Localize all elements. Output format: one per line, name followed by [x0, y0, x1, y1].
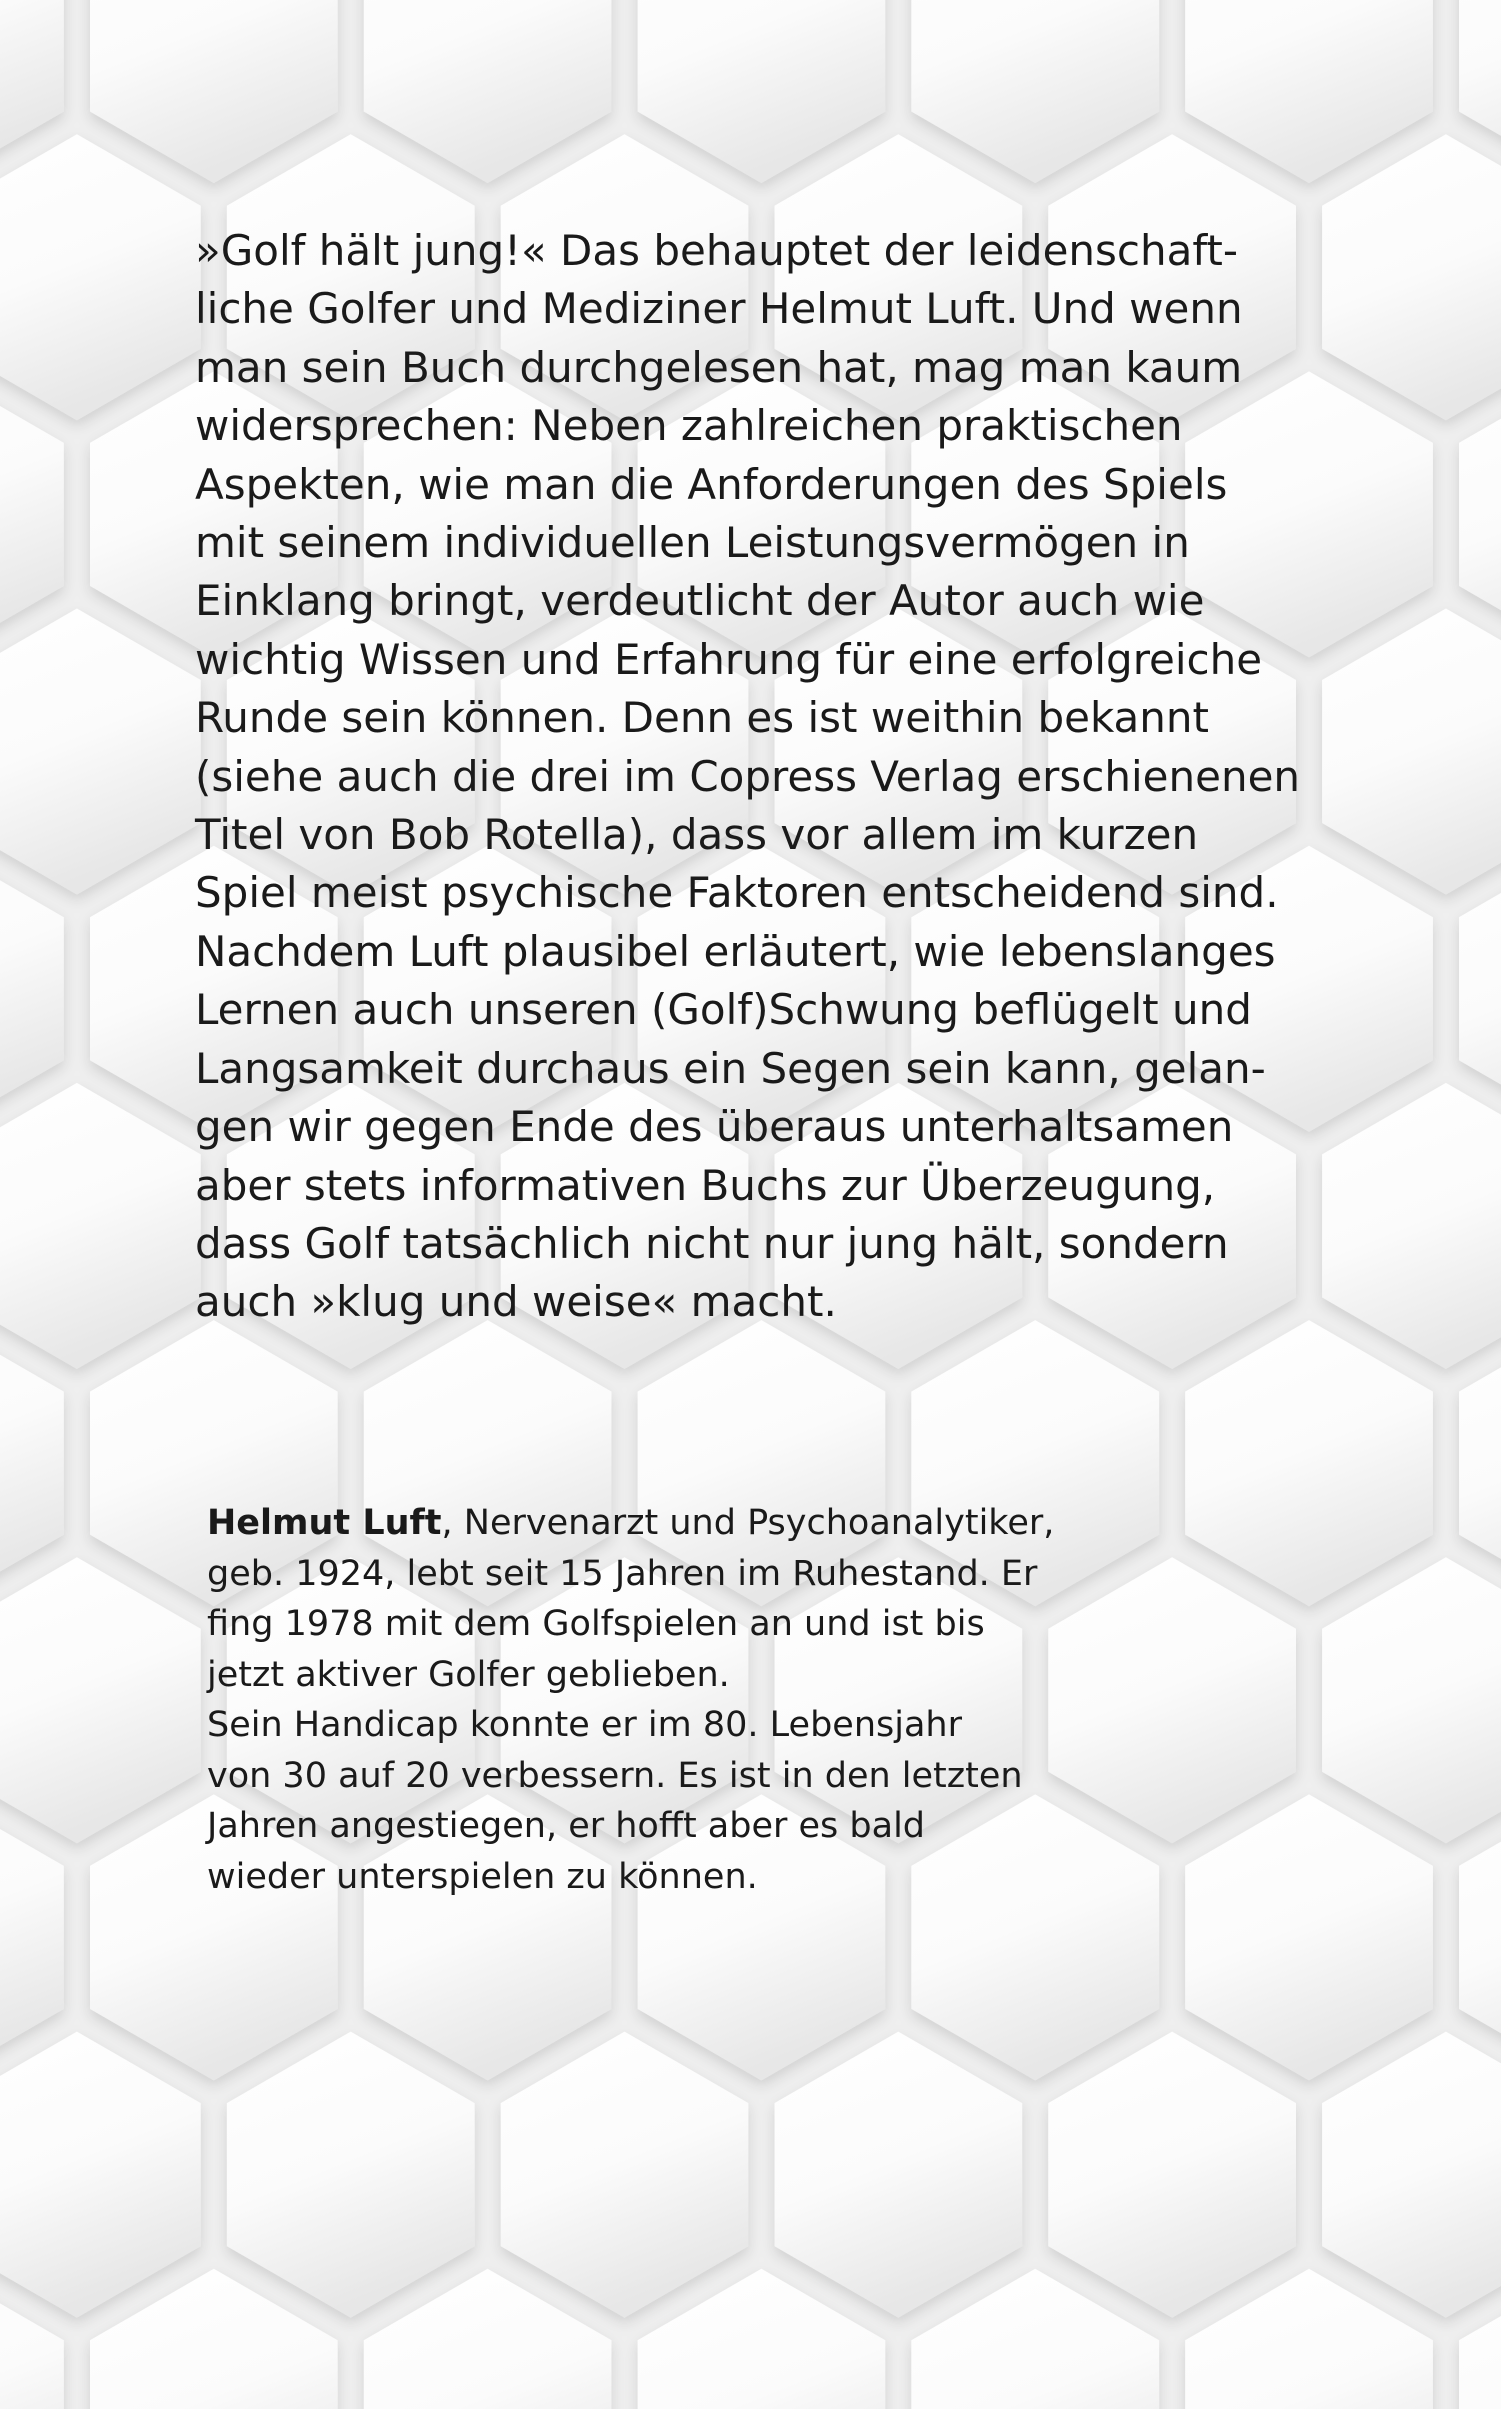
blurb-line: Einklang bringt, verdeutlicht der Autor auch wie [195, 576, 1205, 626]
author-name: Helmut Luft [207, 1503, 442, 1543]
blurb-line: gen wir gegen Ende des überaus unterhaltsamen [195, 1102, 1234, 1152]
author-bio-line: wieder unterspielen zu können. [207, 1856, 758, 1897]
author-bio [207, 1498, 1267, 1902]
blurb-line: Aspekten, wie man die Anforderungen des Spiels [195, 459, 1228, 509]
blurb-line: liche Golfer und Mediziner Helmut Luft. Und wenn [195, 284, 1243, 334]
author-bio-line: Jahren angestiegen, er hofft aber es bald [207, 1806, 926, 1846]
blurb-line: dass Golf tatsächlich nicht nur jung hält, sondern [195, 1218, 1229, 1268]
blurb-line: wichtig Wissen und Erfahrung für eine erfolgreiche [195, 634, 1263, 684]
blurb-line: widersprechen: Neben zahlreichen praktischen [195, 401, 1183, 451]
author-bio-line: fing 1978 mit dem Golfspielen an und ist bis [207, 1604, 985, 1644]
back-cover-blurb [195, 222, 1335, 1332]
blurb-line: Runde sein können. Denn es ist weithin bekannt [195, 693, 1209, 743]
blurb-line: Langsamkeit durchaus ein Segen sein kann, gelan- [195, 1043, 1266, 1093]
author-bio-line: von 30 auf 20 verbessern. Es ist in den letzten [207, 1755, 1023, 1796]
author-bio-line: geb. 1924, lebt seit 15 Jahren im Ruhestand. Er [207, 1553, 1038, 1594]
blurb-line: mit seinem individuellen Leistungsvermögen in [195, 518, 1190, 568]
blurb-line: »Golf hält jung!« Das behauptet der leidenschaft- [195, 226, 1239, 275]
blurb-line: Lernen auch unseren (Golf)Schwung beflügelt und [195, 985, 1252, 1035]
author-bio-line: jetzt aktiver Golfer geblieben. [207, 1654, 730, 1695]
blurb-line: Titel von Bob Rotella), dass vor allem im kurzen [195, 810, 1199, 860]
blurb-line: Nachdem Luft plausibel erläutert, wie lebenslanges [195, 926, 1276, 976]
author-bio-first-line-rest: , Nervenarzt und Psychoanalytiker, [441, 1503, 1055, 1543]
author-bio-line: Sein Handicap konnte er im 80. Lebensjahr [207, 1705, 962, 1745]
blurb-line: (siehe auch die drei im Copress Verlag erschienenen [195, 751, 1301, 801]
blurb-line: aber stets informativen Buchs zur Überzeugung, [195, 1160, 1216, 1210]
blurb-line: auch »klug und weise« macht. [195, 1277, 837, 1327]
blurb-line: man sein Buch durchgelesen hat, mag man kaum [195, 342, 1243, 392]
blurb-line: Spiel meist psychische Faktoren entscheidend sind. [195, 868, 1279, 918]
author-bio-line [207, 1498, 1267, 1549]
